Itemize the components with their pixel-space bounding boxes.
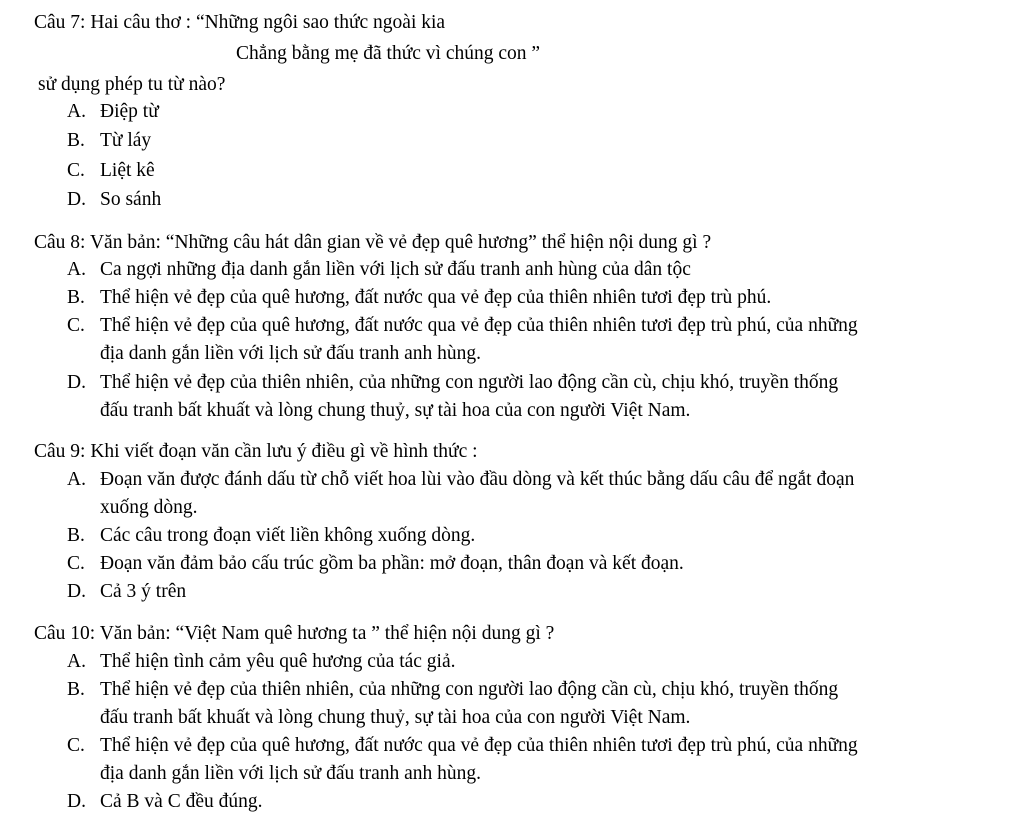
option-letter: C.: [67, 160, 85, 181]
question-8-heading: Câu 8: Văn bản: “Những câu hát dân gian về vẻ đẹp quê hương” thể hiện nội dung gì ?: [34, 232, 712, 253]
option-text: Liệt kê: [100, 160, 155, 181]
question-10-heading: Câu 10: Văn bản: “Việt Nam quê hương ta ” thể hiện nội dung gì ?: [34, 623, 555, 644]
question-7-option-b: [67, 131, 151, 151]
option-text: Cả 3 ý trên: [100, 581, 187, 602]
option-letter: A.: [67, 469, 86, 490]
question-8-option-d-continued: đấu tranh bất khuất và lòng chung thuỷ, sự tài hoa của con người Việt Nam.: [100, 400, 691, 421]
option-text: Thể hiện vẻ đẹp của thiên nhiên, của những con người lao động cần cù, chịu khó, truyền thống: [100, 679, 839, 700]
option-text: Các câu trong đoạn viết liền không xuống dòng.: [100, 525, 476, 546]
question-9-option-a-continued: xuống dòng.: [100, 497, 198, 518]
question-10-option-c: [67, 736, 858, 756]
option-letter: B.: [67, 287, 85, 308]
option-letter: D.: [67, 189, 86, 210]
option-letter: A.: [67, 651, 86, 672]
option-text: Thể hiện vẻ đẹp của quê hương, đất nước qua vẻ đẹp của thiên nhiên tươi đẹp trù phú, của những: [100, 735, 858, 756]
question-10-option-b: [67, 680, 838, 700]
option-text: Đoạn văn đảm bảo cấu trúc gồm ba phần: mở đoạn, thân đoạn và kết đoạn.: [100, 553, 684, 574]
question-7-option-a: [67, 102, 159, 122]
question-7-heading-line-2: Chẳng bằng mẹ đã thức vì chúng con ”: [236, 43, 541, 64]
option-text: Thể hiện vẻ đẹp của thiên nhiên, của những con người lao động cần cù, chịu khó, truyền thống: [100, 372, 839, 393]
question-7-option-d: [67, 190, 161, 210]
option-text: Ca ngợi những địa danh gắn liền với lịch sử đấu tranh anh hùng của dân tộc: [100, 259, 691, 280]
option-letter: C.: [67, 315, 85, 336]
option-letter: C.: [67, 553, 85, 574]
question-7-option-c: [67, 161, 155, 181]
option-text: So sánh: [100, 189, 162, 210]
question-8-option-b: [67, 288, 771, 308]
question-8-option-d: [67, 373, 838, 393]
option-text: Điệp từ: [100, 101, 159, 122]
question-10-option-d: [67, 792, 262, 812]
option-letter: B.: [67, 130, 85, 151]
option-letter: B.: [67, 525, 85, 546]
question-9-heading: Câu 9: Khi viết đoạn văn cần lưu ý điều gì về hình thức :: [34, 441, 478, 462]
question-9-option-a: [67, 470, 854, 490]
option-text: Cả B và C đều đúng.: [100, 791, 263, 812]
question-8-option-a: [67, 260, 691, 280]
option-text: Đoạn văn được đánh dấu từ chỗ viết hoa lùi vào đầu dòng và kết thúc bằng dấu câu để ngắt đoạn: [100, 469, 855, 490]
option-letter: A.: [67, 259, 86, 280]
option-letter: D.: [67, 581, 86, 602]
option-text: Từ láy: [100, 130, 152, 151]
question-10-option-b-continued: đấu tranh bất khuất và lòng chung thuỷ, sự tài hoa của con người Việt Nam.: [100, 707, 691, 728]
option-letter: A.: [67, 101, 86, 122]
question-9-option-d: [67, 582, 186, 602]
option-text: Thể hiện vẻ đẹp của quê hương, đất nước qua vẻ đẹp của thiên nhiên tươi đẹp trù phú, của những: [100, 315, 858, 336]
option-text: Thể hiện tình cảm yêu quê hương của tác giả.: [100, 651, 456, 672]
option-letter: D.: [67, 791, 86, 812]
option-letter: B.: [67, 679, 85, 700]
question-9-option-c: [67, 554, 684, 574]
option-letter: C.: [67, 735, 85, 756]
option-text: Thể hiện vẻ đẹp của quê hương, đất nước qua vẻ đẹp của thiên nhiên tươi đẹp trù phú.: [100, 287, 772, 308]
question-10-option-c-continued: địa danh gắn liền với lịch sử đấu tranh anh hùng.: [100, 763, 482, 784]
question-7-heading-line-3: sử dụng phép tu từ nào?: [38, 74, 226, 95]
question-9-option-b: [67, 526, 475, 546]
option-letter: D.: [67, 372, 86, 393]
question-7-heading: Câu 7: Hai câu thơ : “Những ngôi sao thức ngoài kia: [34, 12, 446, 33]
question-8-option-c: [67, 316, 858, 336]
question-8-option-c-continued: địa danh gắn liền với lịch sử đấu tranh anh hùng.: [100, 343, 482, 364]
question-10-option-a: [67, 652, 456, 672]
